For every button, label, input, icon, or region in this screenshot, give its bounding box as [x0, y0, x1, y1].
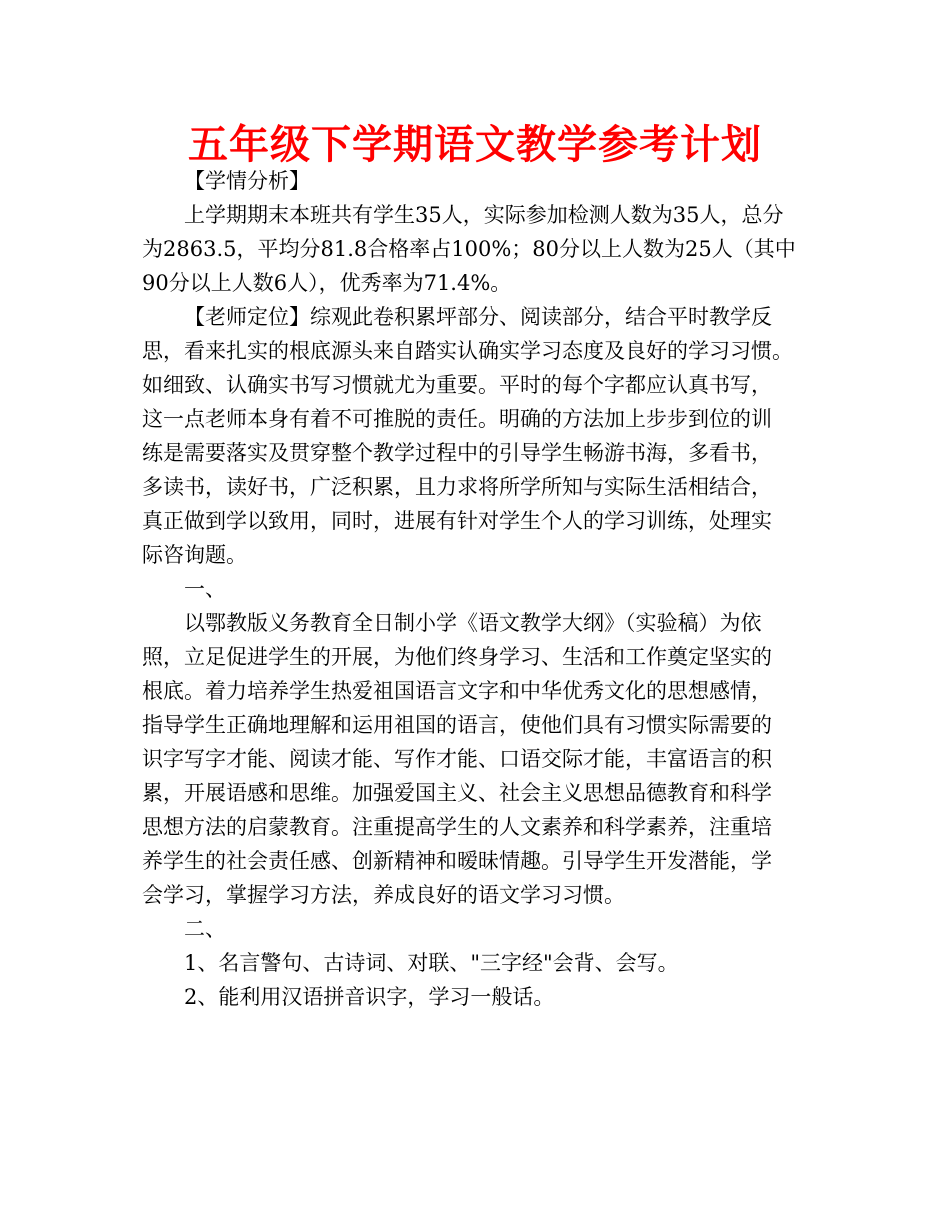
text-line: 如细致、认确实书写习惯就尤为重要。平时的每个字都应认真书写，: [142, 373, 772, 397]
document-title: 五年级下学期语文教学参考计划: [188, 122, 762, 168]
text-line: 真正做到学以致用，同时，进展有针对学生个人的学习训练，处理实: [142, 509, 772, 533]
text-line: 照，立足促进学生的开展，为他们终身学习、生活和工作奠定坚实的: [142, 645, 772, 669]
text-line: 以鄂教版义务教育全日制小学《语文教学大纲》（实验稿）为依: [184, 611, 762, 635]
text-line: 上学期期末本班共有学生35人，实际参加检测人数为35人，总分: [184, 203, 784, 227]
text-line: 识字写字才能、阅读才能、写作才能、口语交际才能，丰富语言的积: [142, 747, 772, 771]
text-line: 指导学生正确地理解和运用祖国的语言，使他们具有习惯实际需要的: [142, 713, 772, 737]
text-line: 【学情分析】: [184, 169, 310, 193]
text-line: 1、名言警句、古诗词、对联、"三字经"会背、会写。: [184, 951, 679, 975]
text-line: 2、能利用汉语拼音识字，学习一般话。: [184, 985, 555, 1009]
text-line: 际咨询题。: [142, 543, 247, 567]
text-line: 累，开展语感和思维。加强爱国主义、社会主义思想品德教育和科学: [142, 781, 772, 805]
text-line: 这一点老师本身有着不可推脱的责任。明确的方法加上步步到位的训: [142, 407, 772, 431]
text-line: 养学生的社会责任感、创新精神和暧昧情趣。引导学生开发潜能，学: [142, 849, 772, 873]
text-line: 根底。着力培养学生热爱祖国语言文字和中华优秀文化的思想感情，: [142, 679, 772, 703]
text-line: 思想方法的启蒙教育。注重提高学生的人文素养和科学素养，注重培: [142, 815, 772, 839]
text-line: 会学习，掌握学习方法，养成良好的语文学习习惯。: [142, 883, 625, 907]
text-line: 思，看来扎实的根底源头来自踏实认确实学习态度及良好的学习习惯。: [142, 339, 793, 363]
text-line: 一、: [184, 577, 226, 601]
text-line: 二、: [184, 917, 226, 941]
document-body: [142, 164, 814, 1014]
text-line: 多读书，读好书，广泛积累，且力求将所学所知与实际生活相结合，: [142, 475, 772, 499]
text-line: 练是需要落实及贯穿整个教学过程中的引导学生畅游书海，多看书，: [142, 441, 772, 465]
text-line: 【老师定位】综观此卷积累坪部分、阅读部分，结合平时教学反: [184, 305, 772, 329]
text-line: 为2863.5，平均分81.8合格率占100%；80分以上人数为25人（其中: [142, 237, 796, 261]
text-line: 90分以上人数6人），优秀率为71.4%。: [142, 271, 512, 295]
